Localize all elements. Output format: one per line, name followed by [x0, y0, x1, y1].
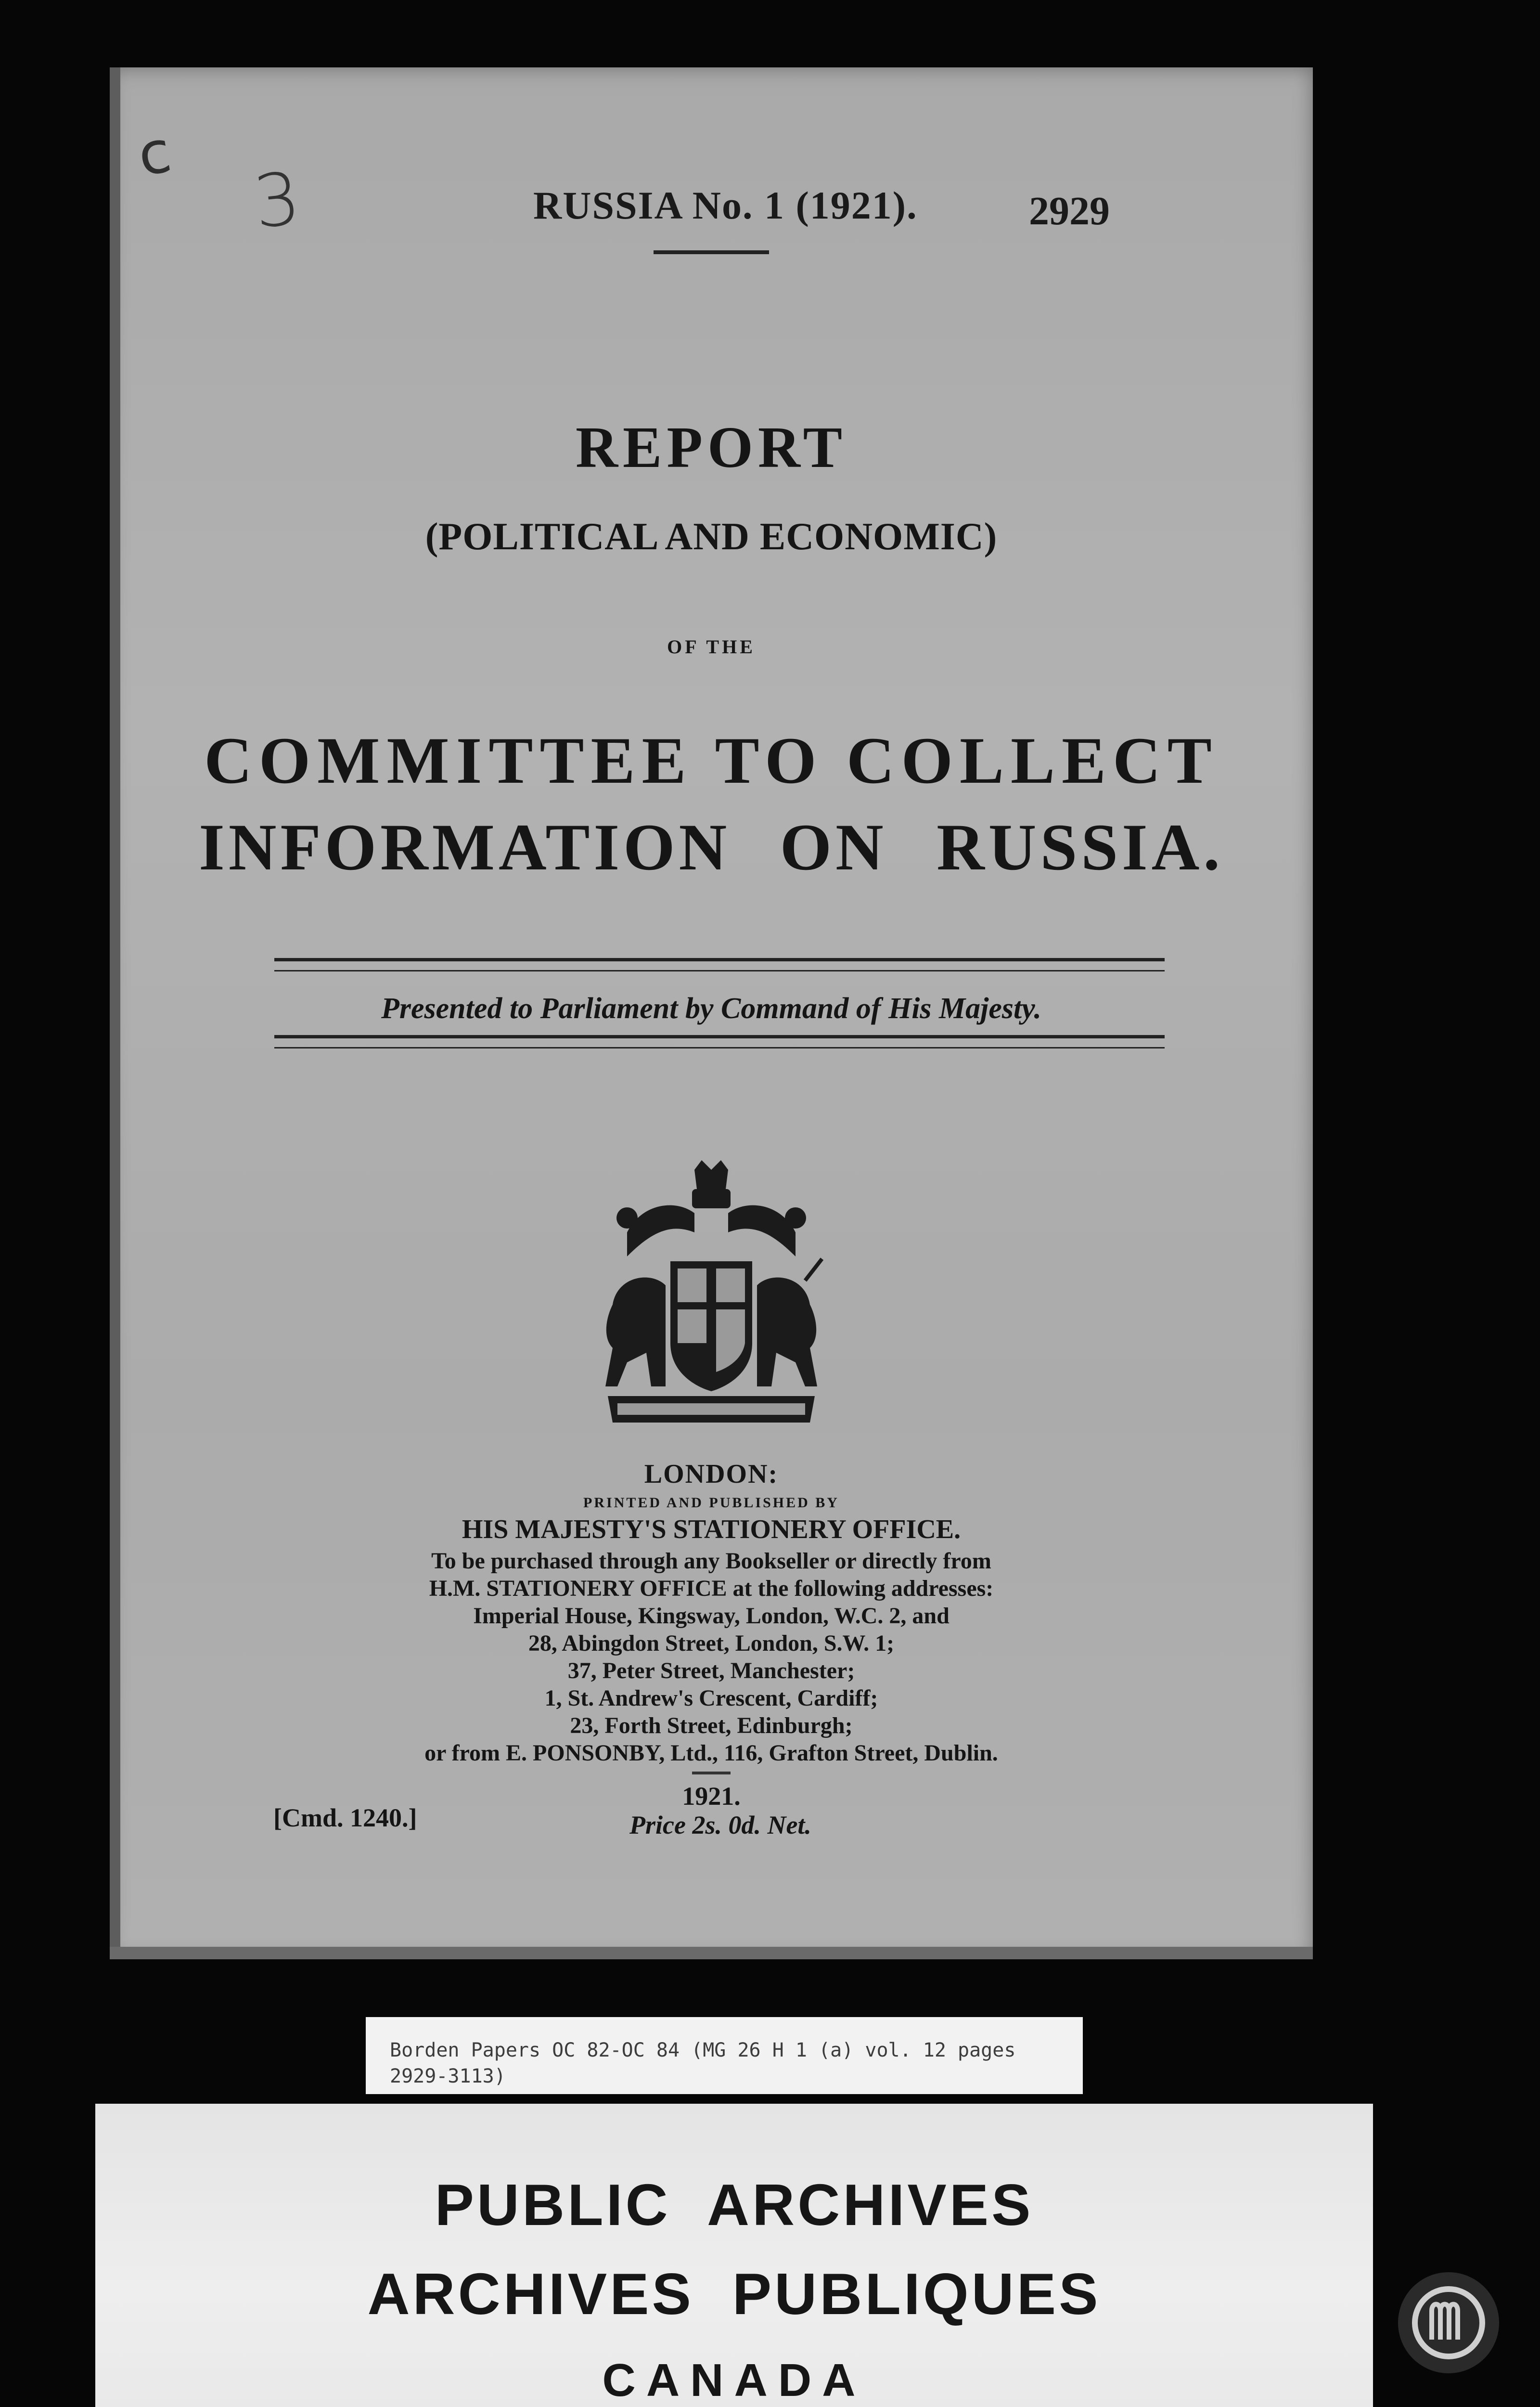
- archive-slip: [366, 2017, 1083, 2094]
- corner-mark: c: [133, 118, 176, 190]
- imprint-address-line: 28, Abingdon Street, London, S.W. 1;: [528, 1631, 895, 1656]
- imprint-address-line: Imperial House, Kingsway, London, W.C. 2, and: [473, 1603, 950, 1629]
- imprint-address-line: 1, St. Andrew's Crescent, Cardiff;: [544, 1685, 878, 1711]
- imprint-rule: [692, 1772, 731, 1774]
- command-number: [Cmd. 1240.]: [273, 1803, 417, 1832]
- imprint-office: HIS MAJESTY'S STATIONERY OFFICE.: [462, 1514, 961, 1544]
- imprint-address-line: To be purchased through any Bookseller or directly from: [431, 1548, 991, 1574]
- committee-title-line2: INFORMATION ON RUSSIA.: [199, 810, 1224, 884]
- double-rule-top: [274, 958, 1165, 971]
- banner-line-english: PUBLIC ARCHIVES: [435, 2172, 1034, 2238]
- presented-line: Presented to Parliament by Command of His Majesty.: [381, 992, 1041, 1025]
- banner-line-french: ARCHIVES PUBLIQUES: [367, 2261, 1101, 2327]
- banner-line-country: CANADA: [602, 2355, 866, 2406]
- imprint-address-line: 37, Peter Street, Manchester;: [567, 1658, 855, 1683]
- imprint-printed: PRINTED AND PUBLISHED BY: [583, 1495, 839, 1511]
- imprint-address-line: 23, Forth Street, Edinburgh;: [570, 1713, 853, 1738]
- imprint-address-line: H.M. STATIONERY OFFICE at the following addresses:: [429, 1576, 994, 1601]
- page-number: 2929: [1029, 189, 1110, 233]
- imprint-london: LONDON:: [644, 1459, 779, 1489]
- imprint-address-line: or from E. PONSONBY, Ltd., 116, Grafton Street, Dublin.: [424, 1740, 998, 1766]
- series-rule: [654, 250, 769, 254]
- of-the-label: OF THE: [667, 636, 756, 658]
- price-label: Price 2s. 0d. Net.: [629, 1811, 811, 1839]
- report-heading: REPORT: [575, 415, 847, 480]
- handwritten-number: 3: [250, 156, 305, 245]
- archives-banner: [95, 2104, 1373, 2407]
- archives-logo-icon: [1398, 2272, 1499, 2373]
- report-cover: [110, 67, 1313, 1959]
- archive-slip-text: Borden Papers OC 82-OC 84 (MG 26 H 1 (a) vol. 12 pages 2929-3113): [390, 2039, 1016, 2087]
- series-title: RUSSIA No. 1 (1921).: [533, 183, 918, 227]
- double-rule-bottom: [274, 1035, 1165, 1048]
- imprint-year: 1921.: [682, 1782, 741, 1811]
- report-subtitle: (POLITICAL AND ECONOMIC): [425, 516, 998, 558]
- royal-coat-of-arms-icon: [598, 1160, 824, 1430]
- committee-title-line1: COMMITTEE TO COLLECT: [204, 724, 1219, 797]
